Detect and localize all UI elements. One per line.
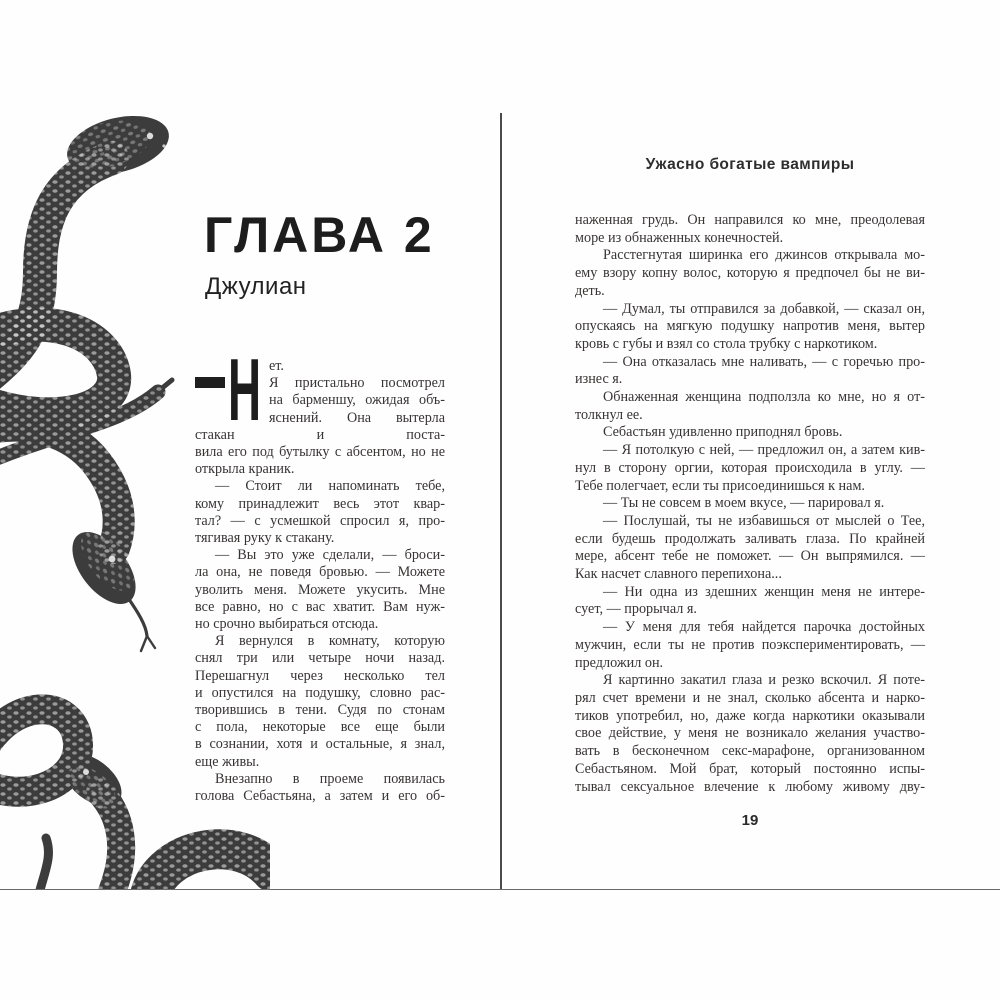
paragraph <box>195 771 445 805</box>
right-page-body-text <box>575 212 925 796</box>
text-line: в сознании, хотя и остальные, я знал, <box>195 736 445 753</box>
text-line: толкнул ее. <box>575 406 643 423</box>
paragraph <box>575 424 925 442</box>
text-line: все равно, но с вас хватит. Вам нуж- <box>195 598 445 615</box>
text-line: — Ни одна из здешних женщин меня не интере- <box>603 583 925 600</box>
paragraph <box>575 389 925 424</box>
text-line: — Я потолкую с ней, — предложил он, а затем кив- <box>603 442 925 459</box>
paragraph <box>575 301 925 354</box>
left-page-body-text <box>195 340 445 805</box>
text-line: — Ты не совсем в моем вкусе, — парировал я. <box>603 495 885 512</box>
text-line: Себастьян удивленно приподнял бровь. <box>603 424 843 441</box>
text-line: Перешагнул через несколько тел <box>195 667 445 684</box>
text-line: если будешь продолжать заливать глаза. По крайней <box>575 530 925 547</box>
text-line: наженная грудь. Он направился ко мне, преодолевая <box>575 212 925 228</box>
paragraph <box>195 547 445 633</box>
snake-top-eye <box>147 133 153 139</box>
text-line: еще живы. <box>195 753 260 770</box>
text-line: предложил он. <box>575 654 664 671</box>
text-line: тывал сексуальное влечение к любому живому дву- <box>575 778 925 795</box>
text-line: Как насчет славного перепихона... <box>575 566 782 583</box>
paragraph <box>195 633 445 771</box>
text-line: мужчин, если ты не против поэкспериментировать, — <box>575 636 925 653</box>
snake-middle-icon <box>0 426 155 651</box>
text-line: Себастьяном. Мой брат, который постоянно испы- <box>575 760 925 777</box>
text-line: мере, абсент тебе не поможет. — Он выпрямился. — <box>575 548 925 565</box>
page-bottom-edge <box>0 889 1000 890</box>
text-line: тиков употребил, но, даже когда наркотики оказывали <box>575 707 925 724</box>
text-line: Я пристально посмотрел <box>269 375 445 392</box>
text-line: но срочно выбираться отсюда. <box>195 616 379 633</box>
text-line: Я вернулся в комнату, которую <box>215 633 445 650</box>
text-line: Расстегнутая ширинка его джинсов открывала мо- <box>603 247 925 264</box>
text-line: изнес я. <box>575 371 623 388</box>
text-line: голова Себастьяна, а затем и его об- <box>195 788 445 805</box>
snake-tongue <box>126 595 155 651</box>
text-line: рял счет времени и не знал, сколько абсента и нарко- <box>575 689 925 706</box>
text-line: — Думал, ты отправился за добавкой, — сказал он, <box>603 300 925 317</box>
paragraph <box>575 619 925 672</box>
text-line: деть. <box>575 282 605 299</box>
text-line: сует, — прорычал я. <box>575 601 697 618</box>
chapter-subtitle: Джулиан <box>205 273 307 300</box>
snake-middle-eye <box>109 556 116 563</box>
text-line: на барменшу, ожидая объ- <box>269 392 445 409</box>
paragraph <box>575 247 925 300</box>
text-line: море из обнаженных конечностей. <box>575 229 784 246</box>
text-line: нул в сторону оргии, которая происходила в углу. — <box>575 459 925 476</box>
text-line: вила его под бутылку с абсентом, но не <box>195 444 445 461</box>
text-line: с пола, некоторые все еще были <box>195 719 445 736</box>
page-number: 19 <box>741 812 759 829</box>
text-line: — Она отказалась мне наливать, — с горечью про- <box>603 353 925 370</box>
book-gutter-divider <box>500 113 502 890</box>
running-header: Ужасно богатые вампиры <box>645 156 855 173</box>
paragraph <box>195 478 445 547</box>
text-line: опускаясь на мягкую подушку напротив меня, вытер <box>575 318 925 335</box>
text-line: — Вы это уже сделали, — броси- <box>215 547 445 564</box>
paragraph <box>575 495 925 513</box>
text-line: тал? — с усмешкой спросил я, про- <box>195 512 445 529</box>
chapter-title: ГЛАВА 2 <box>204 207 435 263</box>
text-line: и опустился на подушку, словно рас- <box>195 684 445 701</box>
text-line: кровь с губы и взял со стола трубку с наркотиком. <box>575 335 878 352</box>
text-line: Обнаженная женщина подползла ко мне, но я от- <box>603 389 925 406</box>
dropcap-dash <box>195 377 225 388</box>
dropcap-letter: Н <box>228 340 262 439</box>
text-line: — Стоит ли напоминать тебе, <box>215 478 445 495</box>
text-line: — Послушай, ты не избавишься от мыслей о Тее, <box>603 512 925 529</box>
snake-bottom-eye <box>83 769 89 775</box>
paragraph <box>575 584 925 619</box>
text-line: яснений. Она вытерла стакан и поста- <box>195 409 445 443</box>
text-line: открыла краник. <box>195 461 295 478</box>
text-line: ему взору копну волос, которую я предпочел бы не ви- <box>575 265 925 282</box>
text-line: Я картинно закатил глаза и резко вскочил. Я поте- <box>603 672 925 689</box>
text-line: ла она, не поведя бровью. — Можете <box>195 564 445 581</box>
paragraph <box>575 442 925 495</box>
text-line: свое действие, у меня не возникало желания участво- <box>575 725 925 742</box>
paragraph <box>575 354 925 389</box>
text-line: Тебе полегчает, если ты присоединишься к нам. <box>575 477 865 494</box>
text-line: ет. <box>269 358 284 374</box>
text-line: творившись в тени. Судя по стонам <box>195 702 445 719</box>
text-line: — У меня для тебя найдется парочка достойных <box>603 619 925 636</box>
dropcap <box>195 340 263 439</box>
text-line: вать в бесконечном секс-марафоне, организованном <box>575 743 925 760</box>
text-line: снял три или четыре ночи назад. <box>195 650 445 667</box>
text-line: Внезапно в проеме появилась <box>215 770 445 787</box>
paragraph <box>575 513 925 584</box>
text-line: тягивая руку к стакану. <box>195 530 335 547</box>
paragraph <box>575 212 925 247</box>
paragraph <box>575 672 925 796</box>
text-line: кому принадлежит весь этот квар- <box>195 495 445 512</box>
text-line: уволить меня. Можете укусить. Мне <box>195 581 445 598</box>
